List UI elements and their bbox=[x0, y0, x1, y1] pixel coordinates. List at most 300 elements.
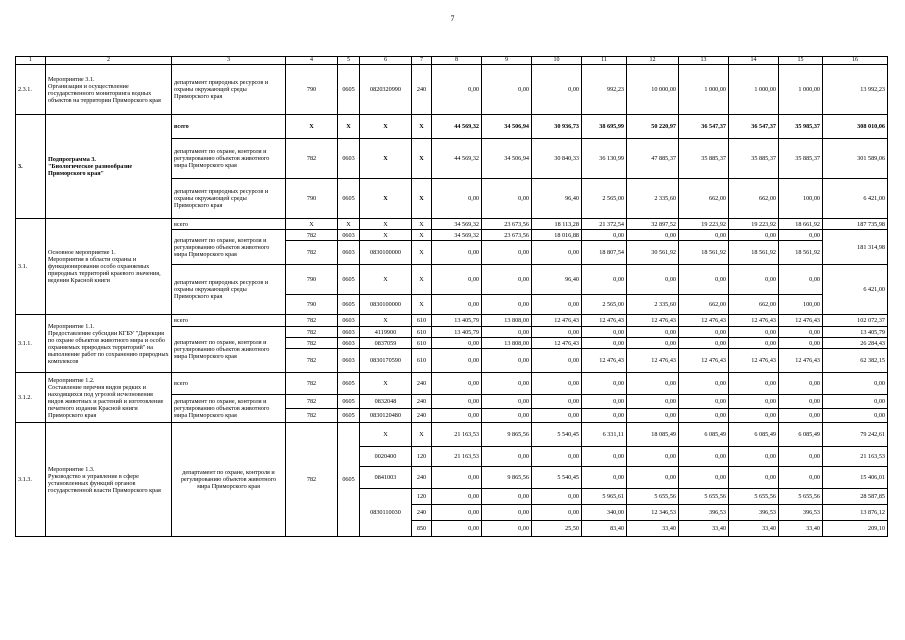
executor: всего bbox=[172, 315, 286, 327]
executor: департамент природных ресурсов и охраны окружающей среды Приморского края bbox=[172, 179, 286, 219]
table-cell: 782 bbox=[286, 338, 338, 349]
table-cell: 0605 bbox=[338, 395, 360, 409]
value-cell: 21 163,53 bbox=[823, 447, 888, 467]
value-cell: 0,00 bbox=[482, 395, 532, 409]
value-cell: 301 589,06 bbox=[823, 139, 888, 179]
table-cell: 0605 bbox=[338, 409, 360, 423]
table-cell: 0841003 bbox=[360, 467, 412, 489]
value-cell: 6 421,00 bbox=[823, 179, 888, 219]
value-cell: 34 506,94 bbox=[482, 115, 532, 139]
value-cell: 0,00 bbox=[482, 265, 532, 295]
table-cell: X bbox=[412, 423, 432, 447]
column-header: 16 bbox=[823, 57, 888, 65]
table-cell: 240 bbox=[412, 65, 432, 115]
value-cell: 0,00 bbox=[679, 327, 729, 338]
value-cell: 0,00 bbox=[432, 395, 482, 409]
value-cell: 1 000,00 bbox=[779, 65, 823, 115]
value-cell: 2 335,60 bbox=[627, 179, 679, 219]
item-name: Мероприятие 1.1. Предоставление субсидии КГБУ "Дирекция по охране объектов животного мира и особо охраняемых природных территорий" на выполнение работ по сохранению природных комплексов bbox=[46, 315, 172, 373]
table-cell: 782 bbox=[286, 423, 338, 537]
table-cell: 240 bbox=[412, 373, 432, 395]
value-cell: 12 476,43 bbox=[627, 349, 679, 373]
value-cell: 0,00 bbox=[482, 505, 532, 521]
table-cell: X bbox=[360, 115, 412, 139]
value-cell: 6 085,49 bbox=[779, 423, 823, 447]
value-cell: 0,00 bbox=[482, 241, 532, 265]
value-cell: 26 284,43 bbox=[823, 338, 888, 349]
value-cell: 30 936,73 bbox=[532, 115, 582, 139]
value-cell: 5 655,56 bbox=[627, 489, 679, 505]
value-cell: 0,00 bbox=[532, 349, 582, 373]
value-cell: 0,00 bbox=[482, 65, 532, 115]
table-cell: 0603 bbox=[338, 241, 360, 265]
item-name: Мероприятие 3.1. Организация и осуществление государственного мониторинга водных объектов на территории Приморского края bbox=[46, 65, 172, 115]
table-cell: 0603 bbox=[338, 338, 360, 349]
table-cell: 0832048 bbox=[360, 395, 412, 409]
value-cell: 0,00 bbox=[627, 409, 679, 423]
value-cell: 0,00 bbox=[779, 467, 823, 489]
value-cell: 102 072,37 bbox=[823, 315, 888, 327]
column-header: 13 bbox=[679, 57, 729, 65]
table-cell: 782 bbox=[286, 315, 338, 327]
value-cell: 19 223,92 bbox=[679, 219, 729, 230]
table-cell: X bbox=[360, 315, 412, 327]
value-cell: 12 346,53 bbox=[627, 505, 679, 521]
value-cell: 0,00 bbox=[779, 327, 823, 338]
item-number: 3. bbox=[16, 115, 46, 219]
value-cell: 6 085,49 bbox=[679, 423, 729, 447]
value-cell: 36 547,37 bbox=[679, 115, 729, 139]
value-cell: 96,40 bbox=[532, 179, 582, 219]
value-cell: 0,00 bbox=[432, 338, 482, 349]
budget-table bbox=[15, 56, 888, 537]
column-header: 7 bbox=[412, 57, 432, 65]
value-cell: 0,00 bbox=[582, 327, 627, 338]
value-cell: 0,00 bbox=[532, 409, 582, 423]
value-cell: 209,10 bbox=[823, 521, 888, 537]
table-cell: 0605 bbox=[338, 423, 360, 537]
value-cell: 662,00 bbox=[729, 179, 779, 219]
value-cell: 0,00 bbox=[432, 179, 482, 219]
table-cell: 790 bbox=[286, 295, 338, 315]
table-row bbox=[16, 219, 888, 230]
value-cell: 0,00 bbox=[432, 295, 482, 315]
value-cell: 0,00 bbox=[582, 409, 627, 423]
value-cell: 662,00 bbox=[679, 295, 729, 315]
value-cell: 0,00 bbox=[679, 373, 729, 395]
table-cell: X bbox=[412, 115, 432, 139]
table-cell: 0605 bbox=[338, 179, 360, 219]
table-cell: 4119900 bbox=[360, 327, 412, 338]
executor: всего bbox=[172, 219, 286, 230]
value-cell: 12 476,43 bbox=[532, 315, 582, 327]
value-cell: 15 406,01 bbox=[823, 467, 888, 489]
table-cell: 0605 bbox=[338, 265, 360, 295]
value-cell: 0,00 bbox=[482, 373, 532, 395]
value-cell: 0,00 bbox=[532, 505, 582, 521]
value-cell: 396,53 bbox=[779, 505, 823, 521]
value-cell: 13 405,79 bbox=[823, 327, 888, 338]
value-cell: 5 540,45 bbox=[532, 423, 582, 447]
item-name: Основное мероприятие 1. Мероприятия в области охраны и функционирования особо охраняемых природных территорий краевого значения, ведения Красной книги bbox=[46, 219, 172, 315]
value-cell: 34 569,32 bbox=[432, 230, 482, 241]
table-cell: 240 bbox=[412, 395, 432, 409]
value-cell: 0,00 bbox=[679, 409, 729, 423]
value-cell: 0,00 bbox=[582, 447, 627, 467]
table-cell: 782 bbox=[286, 139, 338, 179]
value-cell: 13 405,79 bbox=[432, 327, 482, 338]
value-cell: 18 085,49 bbox=[627, 423, 679, 447]
table-cell: X bbox=[360, 219, 412, 230]
value-cell: 12 476,43 bbox=[729, 349, 779, 373]
value-cell: 50 220,97 bbox=[627, 115, 679, 139]
table-cell: 0830120480 bbox=[360, 409, 412, 423]
table-cell: 240 bbox=[412, 505, 432, 521]
value-cell: 0,00 bbox=[627, 447, 679, 467]
table-row bbox=[16, 65, 888, 115]
table-row bbox=[16, 423, 888, 447]
value-cell: 396,53 bbox=[729, 505, 779, 521]
table-cell: 610 bbox=[412, 349, 432, 373]
column-header: 10 bbox=[532, 57, 582, 65]
value-cell: 19 223,92 bbox=[729, 219, 779, 230]
table-cell: 0830170590 bbox=[360, 349, 412, 373]
column-header: 8 bbox=[432, 57, 482, 65]
value-cell: 0,00 bbox=[482, 349, 532, 373]
value-cell: 35 885,37 bbox=[679, 139, 729, 179]
table-cell: 240 bbox=[412, 409, 432, 423]
value-cell: 0,00 bbox=[729, 230, 779, 241]
value-cell: 100,00 bbox=[779, 295, 823, 315]
value-cell: 0,00 bbox=[679, 467, 729, 489]
executor: департамент по охране, контроля и регулированию объектов животного мира Приморского края bbox=[172, 230, 286, 265]
value-cell: 0,00 bbox=[779, 265, 823, 295]
column-header: 6 bbox=[360, 57, 412, 65]
value-cell: 44 569,32 bbox=[432, 139, 482, 179]
value-cell: 1 000,00 bbox=[679, 65, 729, 115]
table-cell: X bbox=[360, 139, 412, 179]
value-cell: 18 807,54 bbox=[582, 241, 627, 265]
value-cell: 0,00 bbox=[432, 65, 482, 115]
table-cell: X bbox=[412, 179, 432, 219]
value-cell: 0,00 bbox=[679, 230, 729, 241]
value-cell: 0,00 bbox=[729, 395, 779, 409]
column-header: 14 bbox=[729, 57, 779, 65]
table-cell: X bbox=[360, 373, 412, 395]
column-header: 15 bbox=[779, 57, 823, 65]
value-cell: 79 242,61 bbox=[823, 423, 888, 447]
value-cell: 12 476,43 bbox=[779, 349, 823, 373]
value-cell: 25,50 bbox=[532, 521, 582, 537]
executor: всего bbox=[172, 373, 286, 395]
value-cell: 340,00 bbox=[582, 505, 627, 521]
table-cell: 0020400 bbox=[360, 447, 412, 467]
value-cell: 12 476,43 bbox=[779, 315, 823, 327]
value-cell: 0,00 bbox=[679, 338, 729, 349]
value-cell: 36 130,99 bbox=[582, 139, 627, 179]
value-cell: 181 314,98 bbox=[823, 230, 888, 265]
column-header: 11 bbox=[582, 57, 627, 65]
table-cell: X bbox=[338, 219, 360, 230]
value-cell: 13 876,12 bbox=[823, 505, 888, 521]
value-cell: 1 000,00 bbox=[729, 65, 779, 115]
value-cell: 0,00 bbox=[482, 179, 532, 219]
table-cell: X bbox=[338, 115, 360, 139]
table-cell: 790 bbox=[286, 265, 338, 295]
value-cell: 13 405,79 bbox=[432, 315, 482, 327]
executor: департамент природных ресурсов и охраны окружающей среды Приморского края bbox=[172, 265, 286, 315]
value-cell: 0,00 bbox=[823, 395, 888, 409]
value-cell: 18 113,28 bbox=[532, 219, 582, 230]
table-cell: X bbox=[412, 295, 432, 315]
value-cell: 0,00 bbox=[432, 349, 482, 373]
table-cell: 0603 bbox=[338, 349, 360, 373]
value-cell: 21 372,54 bbox=[582, 219, 627, 230]
value-cell: 0,00 bbox=[482, 521, 532, 537]
value-cell: 62 382,15 bbox=[823, 349, 888, 373]
value-cell: 9 865,56 bbox=[482, 467, 532, 489]
column-header: 12 bbox=[627, 57, 679, 65]
value-cell: 33,40 bbox=[729, 521, 779, 537]
value-cell: 0,00 bbox=[627, 327, 679, 338]
value-cell: 5 540,45 bbox=[532, 467, 582, 489]
value-cell: 0,00 bbox=[582, 373, 627, 395]
executor: департамент по охране, контроля и регулированию объектов животного мира Приморского края bbox=[172, 423, 286, 537]
value-cell: 0,00 bbox=[432, 241, 482, 265]
table-cell: 0603 bbox=[338, 139, 360, 179]
value-cell: 6 085,49 bbox=[729, 423, 779, 447]
value-cell: 2 565,00 bbox=[582, 179, 627, 219]
table-cell: 610 bbox=[412, 327, 432, 338]
value-cell: 0,00 bbox=[779, 395, 823, 409]
value-cell: 0,00 bbox=[482, 489, 532, 505]
value-cell: 0,00 bbox=[432, 373, 482, 395]
value-cell: 12 476,43 bbox=[729, 315, 779, 327]
value-cell: 18 016,88 bbox=[532, 230, 582, 241]
value-cell: 0,00 bbox=[779, 373, 823, 395]
value-cell: 0,00 bbox=[627, 373, 679, 395]
table-cell: X bbox=[412, 241, 432, 265]
value-cell: 0,00 bbox=[532, 373, 582, 395]
value-cell: 0,00 bbox=[532, 447, 582, 467]
column-header: 3 bbox=[172, 57, 286, 65]
value-cell: 33,40 bbox=[627, 521, 679, 537]
value-cell: 662,00 bbox=[679, 179, 729, 219]
value-cell: 38 695,99 bbox=[582, 115, 627, 139]
value-cell: 0,00 bbox=[729, 373, 779, 395]
item-number: 3.1.2. bbox=[16, 373, 46, 423]
value-cell: 12 476,43 bbox=[627, 315, 679, 327]
table-cell: 790 bbox=[286, 65, 338, 115]
value-cell: 662,00 bbox=[729, 295, 779, 315]
table-row bbox=[16, 315, 888, 327]
value-cell: 18 561,92 bbox=[679, 241, 729, 265]
value-cell: 0,00 bbox=[582, 265, 627, 295]
value-cell: 0,00 bbox=[729, 338, 779, 349]
value-cell: 35 985,37 bbox=[779, 115, 823, 139]
table-cell: 0605 bbox=[338, 373, 360, 395]
table-cell: 790 bbox=[286, 179, 338, 219]
value-cell: 0,00 bbox=[532, 327, 582, 338]
table-row bbox=[16, 373, 888, 395]
item-name: Мероприятие 1.3. Руководство и управление в сфере установленных функций органов государственной власти Приморского края bbox=[46, 423, 172, 537]
value-cell: 0,00 bbox=[627, 467, 679, 489]
value-cell: 0,00 bbox=[582, 467, 627, 489]
value-cell: 30 561,92 bbox=[627, 241, 679, 265]
value-cell: 0,00 bbox=[823, 373, 888, 395]
table-cell: 0830110030 bbox=[360, 489, 412, 537]
table-cell: 0820320990 bbox=[360, 65, 412, 115]
value-cell: 0,00 bbox=[729, 327, 779, 338]
table-cell: 0830100000 bbox=[360, 295, 412, 315]
value-cell: 36 547,37 bbox=[729, 115, 779, 139]
value-cell: 0,00 bbox=[627, 338, 679, 349]
value-cell: 2 565,00 bbox=[582, 295, 627, 315]
table-cell: X bbox=[286, 115, 338, 139]
item-number: 2.3.1. bbox=[16, 65, 46, 115]
value-cell: 12 476,43 bbox=[532, 338, 582, 349]
table-cell: 782 bbox=[286, 395, 338, 409]
value-cell: 12 476,43 bbox=[679, 349, 729, 373]
value-cell: 100,00 bbox=[779, 179, 823, 219]
value-cell: 396,53 bbox=[679, 505, 729, 521]
executor: департамент по охране, контроля и регулированию объектов животного мира Приморского края bbox=[172, 395, 286, 423]
value-cell: 21 163,53 bbox=[432, 447, 482, 467]
value-cell: 5 655,56 bbox=[779, 489, 823, 505]
executor: департамент по охране, контроля и регулированию объектов животного мира Приморского края bbox=[172, 139, 286, 179]
value-cell: 308 010,06 bbox=[823, 115, 888, 139]
value-cell: 12 476,43 bbox=[582, 349, 627, 373]
column-header: 1 bbox=[16, 57, 46, 65]
table-cell: X bbox=[412, 139, 432, 179]
item-number: 3.1.3. bbox=[16, 423, 46, 537]
value-cell: 35 885,37 bbox=[779, 139, 823, 179]
value-cell: 28 587,85 bbox=[823, 489, 888, 505]
value-cell: 0,00 bbox=[432, 505, 482, 521]
value-cell: 23 673,56 bbox=[482, 230, 532, 241]
table-cell: 0603 bbox=[338, 315, 360, 327]
value-cell: 13 808,00 bbox=[482, 338, 532, 349]
table-cell: 240 bbox=[412, 467, 432, 489]
value-cell: 21 163,53 bbox=[432, 423, 482, 447]
table-cell: 782 bbox=[286, 373, 338, 395]
item-number: 3.1.1. bbox=[16, 315, 46, 373]
column-header: 4 bbox=[286, 57, 338, 65]
executor: департамент по охране, контроля и регулированию объектов животного мира Приморского края bbox=[172, 327, 286, 373]
value-cell: 0,00 bbox=[779, 338, 823, 349]
value-cell: 13 808,00 bbox=[482, 315, 532, 327]
value-cell: 9 865,56 bbox=[482, 423, 532, 447]
table-cell: 0603 bbox=[338, 230, 360, 241]
table-cell: X bbox=[286, 219, 338, 230]
value-cell: 13 992,23 bbox=[823, 65, 888, 115]
value-cell: 0,00 bbox=[627, 230, 679, 241]
value-cell: 30 840,33 bbox=[532, 139, 582, 179]
value-cell: 44 569,32 bbox=[432, 115, 482, 139]
table-cell: 610 bbox=[412, 315, 432, 327]
value-cell: 5 965,61 bbox=[582, 489, 627, 505]
value-cell: 0,00 bbox=[582, 395, 627, 409]
value-cell: 0,00 bbox=[679, 395, 729, 409]
value-cell: 96,40 bbox=[532, 265, 582, 295]
table-row bbox=[16, 115, 888, 139]
value-cell: 0,00 bbox=[779, 447, 823, 467]
column-header: 2 bbox=[46, 57, 172, 65]
table-cell: 0603 bbox=[338, 327, 360, 338]
table-cell: 0837059 bbox=[360, 338, 412, 349]
value-cell: 5 655,56 bbox=[679, 489, 729, 505]
value-cell: 992,23 bbox=[582, 65, 627, 115]
value-cell: 0,00 bbox=[779, 409, 823, 423]
value-cell: 35 885,37 bbox=[729, 139, 779, 179]
value-cell: 0,00 bbox=[679, 265, 729, 295]
value-cell: 10 000,00 bbox=[627, 65, 679, 115]
table-cell: 120 bbox=[412, 489, 432, 505]
value-cell: 0,00 bbox=[532, 65, 582, 115]
table-cell: X bbox=[412, 265, 432, 295]
table-cell: 782 bbox=[286, 230, 338, 241]
value-cell: 6 421,00 bbox=[823, 265, 888, 315]
value-cell: 0,00 bbox=[729, 265, 779, 295]
table-cell: 0830100000 bbox=[360, 241, 412, 265]
value-cell: 0,00 bbox=[482, 327, 532, 338]
value-cell: 0,00 bbox=[532, 489, 582, 505]
table-cell: 782 bbox=[286, 327, 338, 338]
executor: департамент природных ресурсов и охраны окружающей среды Приморского края bbox=[172, 65, 286, 115]
value-cell: 34 569,32 bbox=[432, 219, 482, 230]
page-number: 7 bbox=[450, 14, 455, 23]
value-cell: 12 476,43 bbox=[582, 315, 627, 327]
value-cell: 0,00 bbox=[729, 467, 779, 489]
table-cell: X bbox=[412, 219, 432, 230]
table-cell: 782 bbox=[286, 349, 338, 373]
table-cell: X bbox=[360, 179, 412, 219]
value-cell: 187 735,98 bbox=[823, 219, 888, 230]
value-cell: 0,00 bbox=[432, 521, 482, 537]
value-cell: 23 673,56 bbox=[482, 219, 532, 230]
column-header: 5 bbox=[338, 57, 360, 65]
table-cell: X bbox=[360, 423, 412, 447]
value-cell: 0,00 bbox=[627, 265, 679, 295]
value-cell: 0,00 bbox=[432, 409, 482, 423]
value-cell: 0,00 bbox=[679, 447, 729, 467]
item-name: Мероприятие 1.2. Составление перечня видов редких и находящихся под угрозой исчезновения видов животных и растений и изготовление печатного издания Красной книги Приморского края bbox=[46, 373, 172, 423]
value-cell: 0,00 bbox=[482, 409, 532, 423]
executor: всего bbox=[172, 115, 286, 139]
value-cell: 47 885,37 bbox=[627, 139, 679, 179]
value-cell: 0,00 bbox=[729, 409, 779, 423]
item-name: Подпрограмма 3. "Биологическое разнообразие Приморского края" bbox=[46, 115, 172, 219]
value-cell: 0,00 bbox=[823, 409, 888, 423]
value-cell: 18 561,92 bbox=[729, 241, 779, 265]
value-cell: 83,40 bbox=[582, 521, 627, 537]
value-cell: 0,00 bbox=[482, 447, 532, 467]
value-cell: 18 661,92 bbox=[779, 219, 823, 230]
table-cell: X bbox=[412, 230, 432, 241]
value-cell: 6 331,11 bbox=[582, 423, 627, 447]
value-cell: 33,40 bbox=[679, 521, 729, 537]
value-cell: 0,00 bbox=[432, 265, 482, 295]
value-cell: 33,40 bbox=[779, 521, 823, 537]
table-cell: 0605 bbox=[338, 65, 360, 115]
value-cell: 0,00 bbox=[729, 447, 779, 467]
table-cell: 782 bbox=[286, 241, 338, 265]
table-cell: 0605 bbox=[338, 295, 360, 315]
table-cell: 610 bbox=[412, 338, 432, 349]
value-cell: 5 655,56 bbox=[729, 489, 779, 505]
table-cell: 850 bbox=[412, 521, 432, 537]
value-cell: 0,00 bbox=[582, 338, 627, 349]
